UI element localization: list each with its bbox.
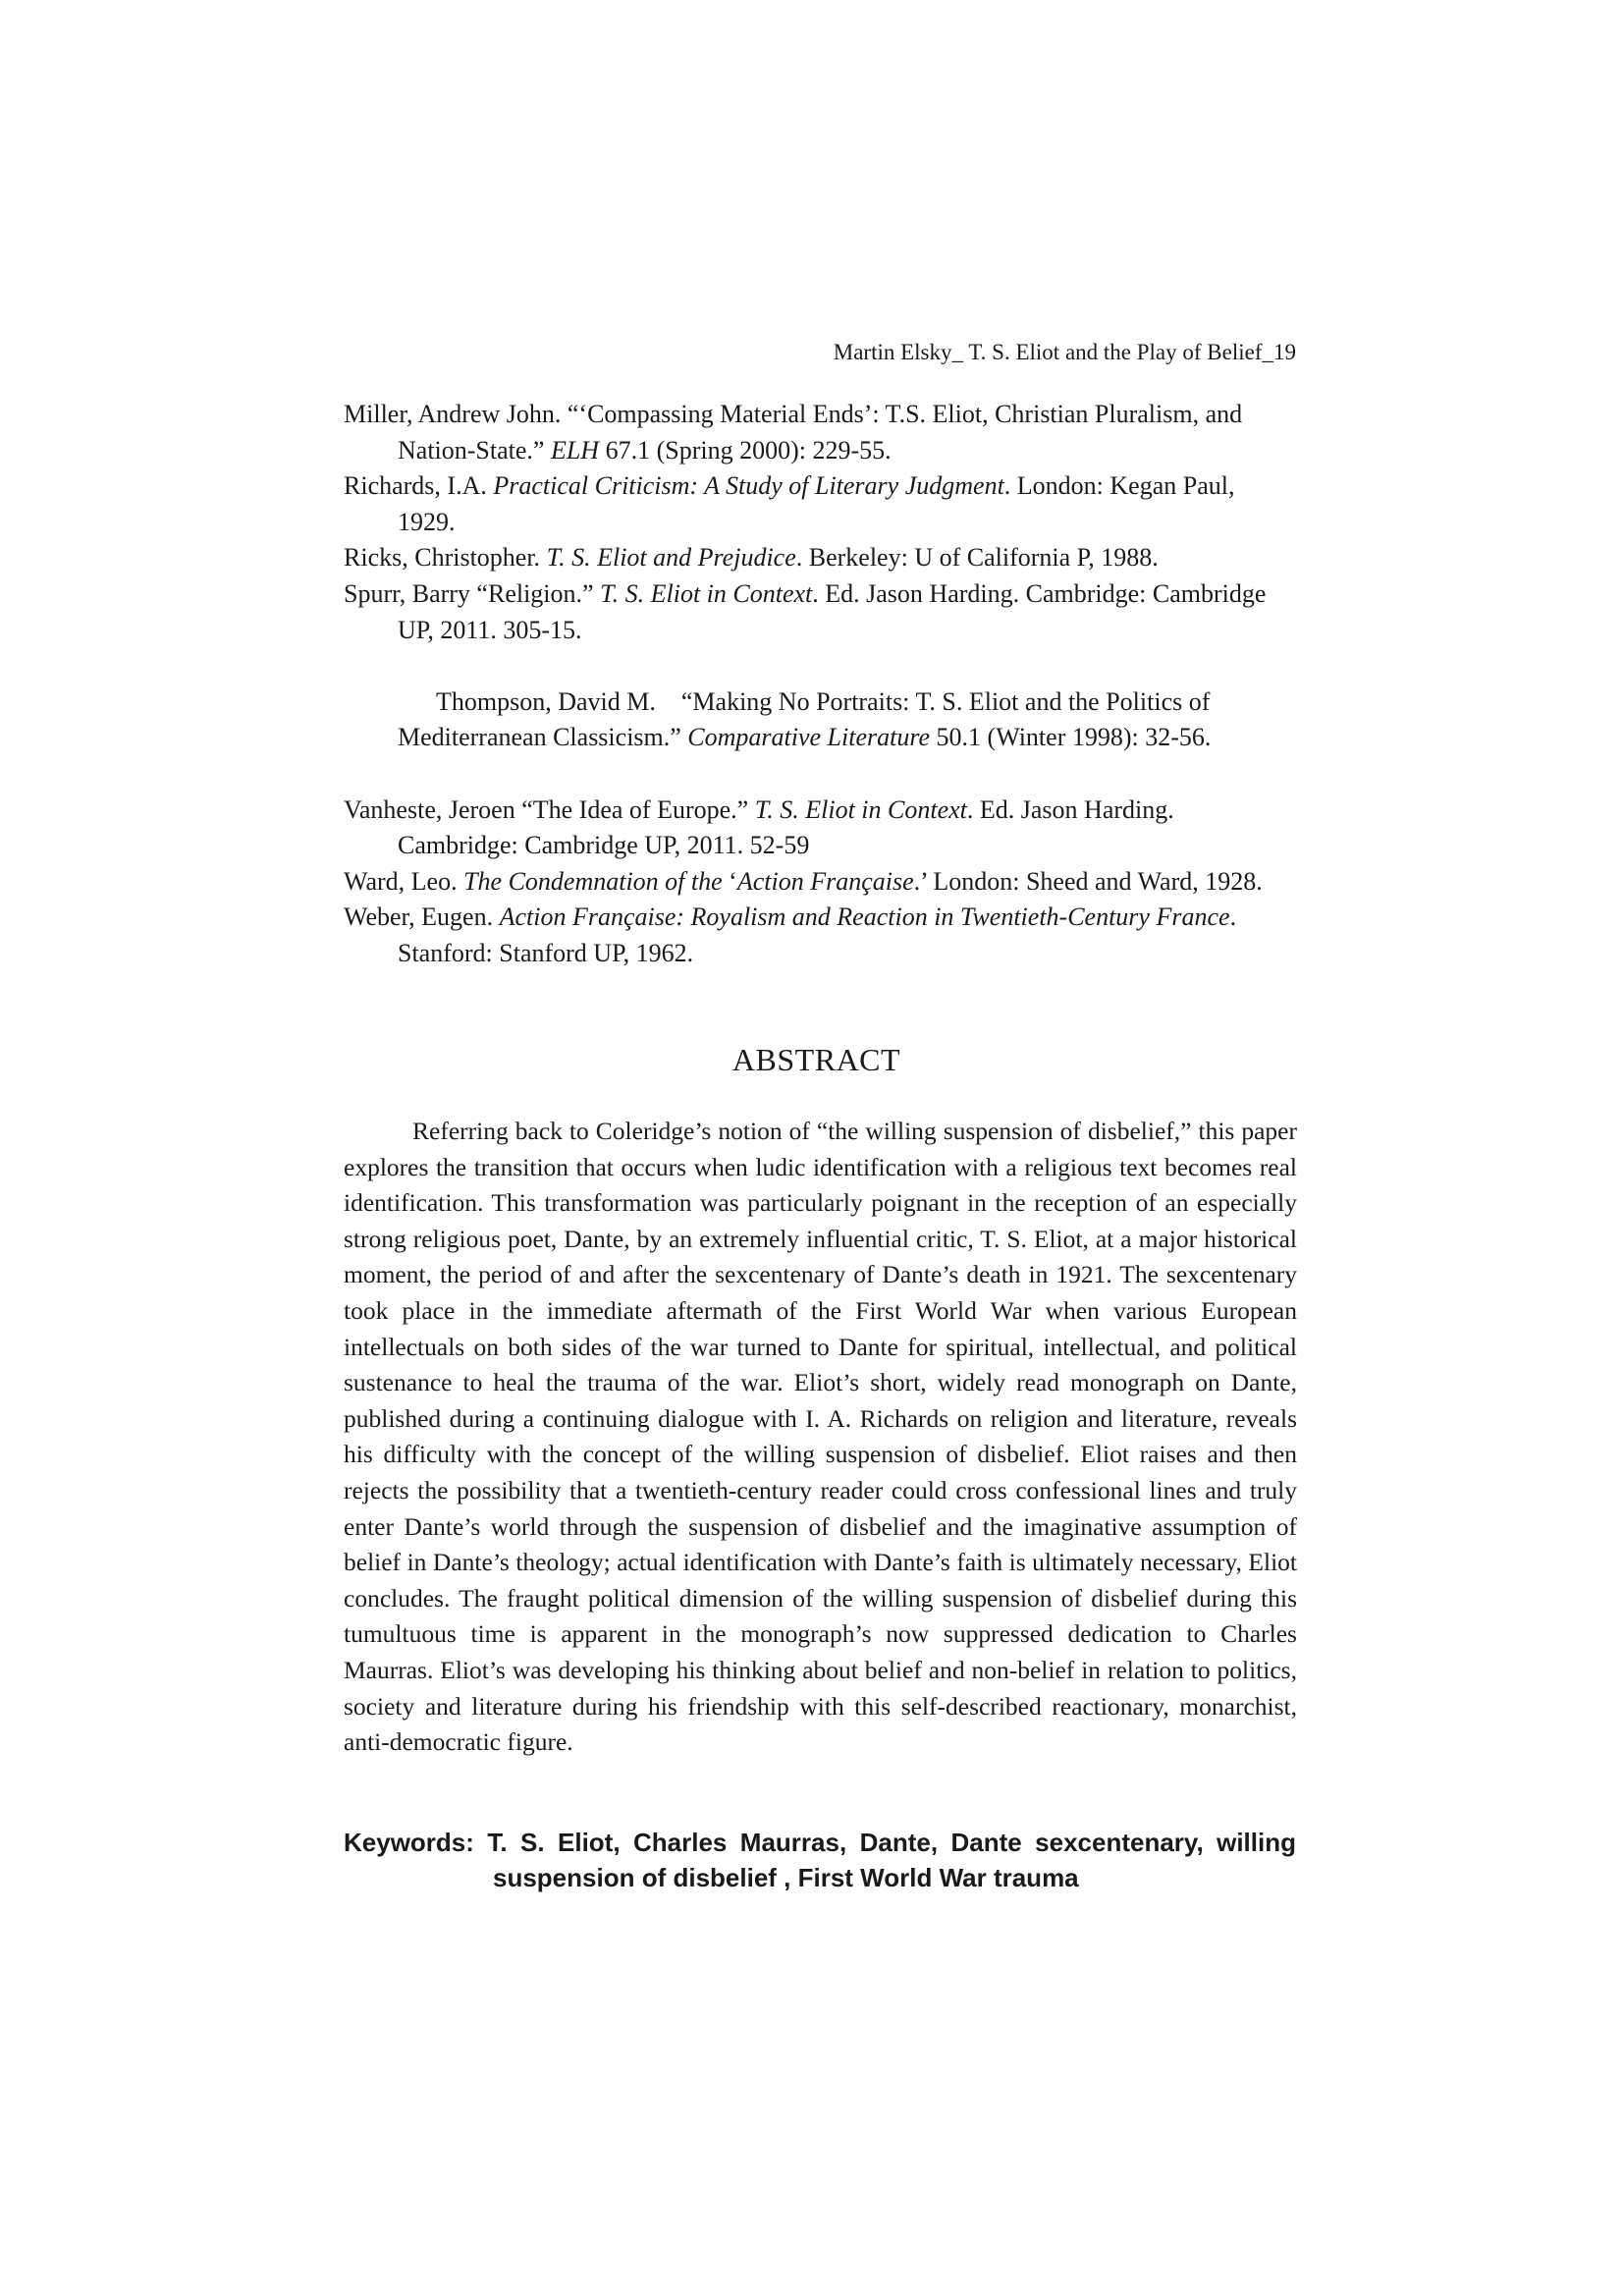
reference-text: Richards, I.A. bbox=[344, 471, 494, 501]
keywords: Keywords: T. S. Eliot, Charles Maurras, Dante, Dante sexcentenary, willing suspension of disbelief , First World War trauma bbox=[344, 1828, 1296, 1892]
reference-title: The Condemnation of the bbox=[463, 866, 723, 896]
reference-text: 50.1 (Winter 1998): 32-56. bbox=[930, 723, 1212, 752]
reference-text: Ricks, Christopher. bbox=[344, 543, 547, 573]
reference-title: T. S. Eliot and Prejudice bbox=[546, 543, 796, 573]
reference-text: . London: Kegan Paul, 1929. bbox=[398, 471, 1235, 536]
reference-text: Miller, Andrew John. “‘Compassing Material Ends’: T.S. Eliot, Christian Pluralism, and Nation-State.” bbox=[344, 400, 1243, 465]
reference-title: ELH bbox=[550, 435, 600, 465]
reference-entry bbox=[344, 793, 1296, 864]
reference-text: . Berkeley: U of California P, 1988. bbox=[795, 543, 1159, 573]
reference-text: . Ed. Jason Harding. Cambridge: Cambridge UP, 2011. 305-15. bbox=[398, 578, 1267, 644]
reference-title: Comparative Literature bbox=[687, 723, 931, 752]
running-head: Martin Elsky_ T. S. Eliot and the Play of Belief_19 bbox=[833, 340, 1296, 364]
reference-text: Vanheste, Jeroen “The Idea of Europe.” bbox=[344, 794, 755, 824]
reference-text: Weber, Eugen. bbox=[344, 902, 500, 932]
abstract-body: Referring back to Coleridge’s notion of “the willing suspension of disbelief,” this paper explores the transition that occurs when ludic identification with a religious text becomes real identification. This transformation was particularly poignant in the reception of an especially strong religious poet, Dante, by an extremely influential critic, T. S. Eliot, at a major historical moment, the period of and after the sexcentenary of Dante’s death in 1921. The sexcentenary took place in the immediate aftermath of the First World War when various European intellectuals on both sides of the war turned to Dante for spiritual, intellectual, and political sustenance to heal the trauma of the war. Eliot’s short, widely read monograph on Dante, published during a continuing dialogue with I. A. Richards on religion and literature, reveals his difficulty with the concept of the willing suspension of disbelief. Eliot raises and then rejects the possibility that a twentieth-century reader could cross confessional lines and truly enter Dante’s world through the suspension of disbelief and the imaginative assumption of belief in Dante’s theology; actual identification with Dante’s faith is ultimately necessary, Eliot concludes. The fraught political dimension of the willing suspension of disbelief during this tumultuous time is apparent in the monograph’s now suppressed dedication to Charles Maurras. Eliot’s was developing his thinking about belief and non-belief in relation to politics, society and literature during his friendship with this self-described reactionary, monarchist, anti-democratic figure. bbox=[344, 1117, 1297, 1757]
reference-title: Action Française bbox=[736, 866, 914, 896]
reference-text: 67.1 (Spring 2000): 229-55. bbox=[599, 435, 892, 465]
reference-title: Action Française: Royalism and Reaction in Twentieth-Century France bbox=[499, 902, 1230, 932]
reference-entry bbox=[344, 540, 1296, 576]
reference-entry bbox=[344, 648, 1296, 792]
reference-entry bbox=[344, 576, 1296, 648]
reference-text: Thompson, David M. “Making No Portraits: T. S. Eliot and the Politics of Mediterranean Classicism.” bbox=[398, 686, 1217, 752]
reference-list bbox=[344, 397, 1296, 972]
reference-text: . Stanford: Stanford UP, 1962. bbox=[398, 902, 1237, 967]
reference-title: Practical Criticism: A Study of Literary Judgment bbox=[493, 471, 1004, 501]
reference-title: T. S. Eliot in Context bbox=[600, 578, 813, 608]
reference-text: .’ London: Sheed and Ward, 1928. bbox=[913, 866, 1263, 896]
reference-title: T. S. Eliot in Context bbox=[754, 794, 967, 824]
reference-entry bbox=[344, 900, 1296, 971]
abstract-heading: ABSTRACT bbox=[731, 1042, 901, 1077]
reference-entry bbox=[344, 864, 1296, 901]
reference-text: ‘ bbox=[722, 866, 737, 896]
reference-text: Ward, Leo. bbox=[344, 866, 464, 896]
reference-text: Spurr, Barry “Religion.” bbox=[344, 578, 601, 608]
reference-entry bbox=[344, 468, 1296, 540]
reference-text: . Ed. Jason Harding. Cambridge: Cambridge UP, 2011. 52-59 bbox=[398, 794, 1174, 860]
reference-entry bbox=[344, 397, 1296, 468]
